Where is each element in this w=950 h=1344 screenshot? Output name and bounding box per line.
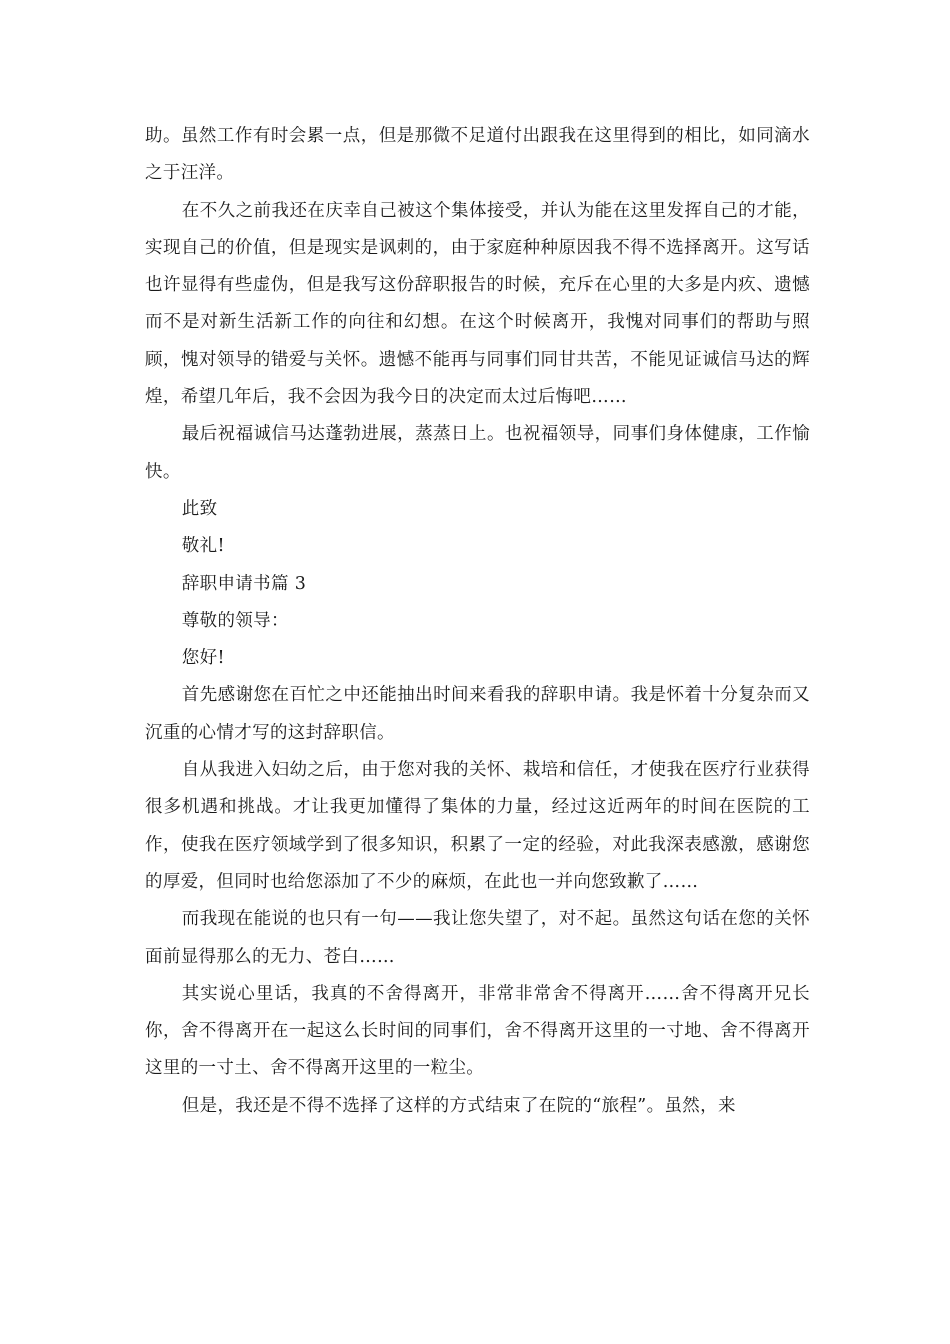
closing-regards: 敬礼! [181,536,225,557]
paragraph-7: 其实说心里话，我真的不舍得离开，非常非常舍不得离开……舍不得离开兄长你，舍不得离开在一起这么长时间的同事们，舍不得离开这里的一寸地、舍不得离开这里的一寸土、舍不得离开这里的一粒尘。 [145,983,810,1079]
closing-salutation: 此致 [181,498,218,519]
paragraph-3: 最后祝福诚信马达蓬勃进展，蒸蒸日上。也祝福领导，同事们身体健康，工作愉快。 [145,424,810,482]
paragraph-6: 而我现在能说的也只有一句——我让您失望了，对不起。虽然这句话在您的关怀面前显得那么的无力、苍白…… [145,909,810,967]
paragraph-8: 但是，我还是不得不选择了这样的方式结束了在院的“旅程”。虽然，来 [181,1095,736,1116]
greeting-hello: 您好! [181,648,225,669]
paragraph-1: 助。虽然工作有时会累一点，但是那微不足道付出跟我在这里得到的相比，如同滴水之于汪洋。 [145,126,810,184]
document-body [145,118,810,1125]
paragraph-4: 首先感谢您在百忙之中还能抽出时间来看我的辞职申请。我是怀着十分复杂而又沉重的心情才写的这封辞职信。 [145,685,810,743]
greeting-addressee: 尊敬的领导： [181,610,289,631]
paragraph-2: 在不久之前我还在庆幸自己被这个集体接受，并认为能在这里发挥自己的才能，实现自己的价值，但是现实是讽刺的，由于家庭种种原因我不得不选择离开。这写话也许显得有些虚伪，但是我写这份辞职报告的时候，充斥在心里的大多是内疚、遗憾而不是对新生活新工作的向往和幻想。在这个时候离开，我愧对同事们的帮助与照顾，愧对领导的错爱与关怀。遗憾不能再与同事们同甘共苦，不能见证诚信马达的辉煌，希望几年后，我不会因为我今日的决定而太过后悔吧…… [145,200,810,408]
section-heading: 辞职申请书篇 3 [181,573,307,594]
paragraph-5: 自从我进入妇幼之后，由于您对我的关怀、栽培和信任，才使我在医疗行业获得很多机遇和挑战。才让我更加懂得了集体的力量，经过这近两年的时间在医院的工作，使我在医疗领域学到了很多知识，积累了一定的经验，对此我深表感激，感谢您的厚爱，但同时也给您添加了不少的麻烦，在此也一并向您致歉了…… [145,760,810,892]
